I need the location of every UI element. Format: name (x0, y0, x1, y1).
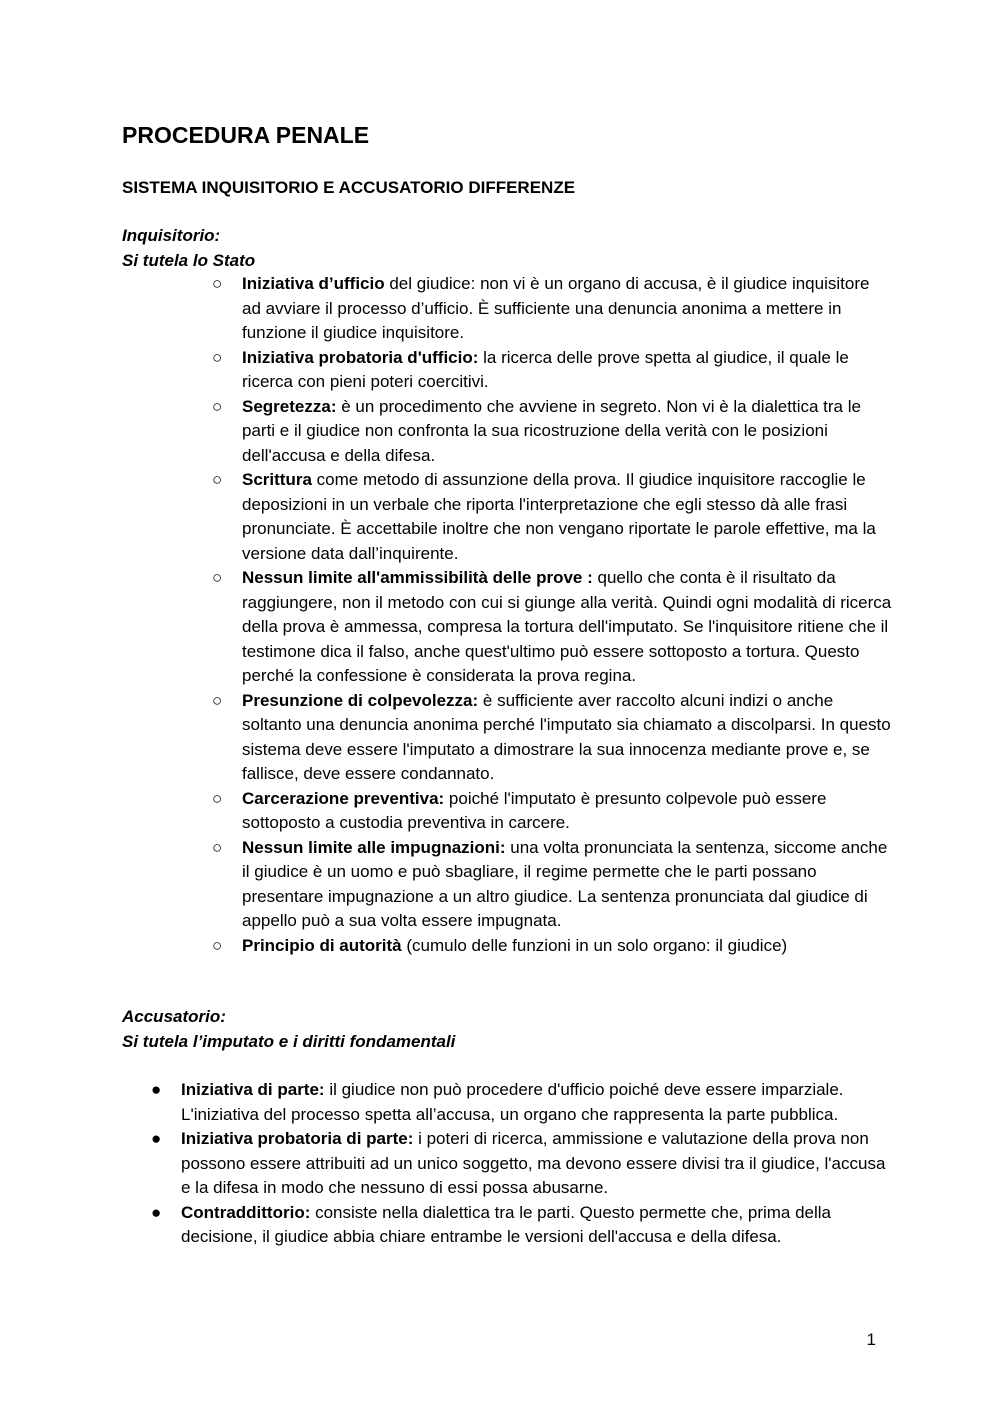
circle-bullet-icon: ○ (212, 690, 223, 710)
circle-bullet-icon: ○ (212, 396, 223, 416)
list-item (212, 395, 892, 469)
item-term: Nessun limite alle impugnazioni: (242, 837, 506, 857)
item-term: Presunzione di colpevolezza: (242, 690, 479, 710)
item-term: Iniziativa di parte: (181, 1080, 325, 1099)
list-item (212, 689, 892, 787)
inquisitorio-list (212, 272, 892, 958)
list-item (212, 566, 892, 689)
list-item (212, 787, 892, 836)
accusatorio-heading: Accusatorio: (122, 1007, 226, 1026)
list-item (212, 346, 892, 395)
accusatorio-list (151, 1078, 891, 1250)
list-item (151, 1127, 891, 1201)
list-item (212, 836, 892, 934)
disc-bullet-icon: ● (151, 1080, 162, 1099)
inquisitorio-subheading: Si tutela lo Stato (122, 250, 256, 270)
item-text: quello che conta è il risultato da raggiungere, non il metodo con cui si giunge alla verità. Quindi ogni modalità di ricerca della prova è ammessa, compresa la tortura dell'imputato. Se l'inquisitore ritiene che il testimone dica il falso, anche quest'ultimo può essere sottoposto a tortura. Questo perché la confessione è considerata la prova regina. (242, 568, 892, 685)
document-title: PROCEDURA PENALE (122, 122, 370, 148)
item-term: Principio di autorità (242, 935, 402, 955)
list-item (212, 468, 892, 566)
item-text: come metodo di assunzione della prova. Il giudice inquisitore raccoglie le deposizioni in un verbale che riporta l'interpretazione che egli stesso dà alle frasi pronunciate. È accettabile inoltre che non vengano riportate le parole effettive, ma la versione data dall’inquirente. (242, 470, 876, 563)
accusatorio-header (122, 1005, 455, 1054)
item-term: Scrittura (242, 470, 312, 489)
item-text: poiché l'imputato è presunto colpevole può essere sottoposto a custodia preventiva in carcere. (242, 788, 827, 832)
circle-bullet-icon: ○ (212, 347, 223, 367)
item-term: Iniziativa probatoria d'ufficio: (242, 347, 479, 367)
circle-bullet-icon: ○ (212, 470, 223, 489)
item-text: i poteri di ricerca, ammissione e valutazione della prova non possono essere attribuiti ad un unico soggetto, ma devono essere divisi tra il giudice, l'accusa e la difesa in modo che nessuno di essi possa abusarne. (181, 1129, 886, 1197)
list-item (151, 1201, 891, 1250)
item-text: (cumulo delle funzioni in un solo organo: il giudice) (401, 935, 788, 955)
circle-bullet-icon: ○ (212, 788, 223, 808)
item-term: Iniziativa d’ufficio (242, 274, 385, 293)
list-item (212, 934, 892, 959)
item-text: è un procedimento che avviene in segreto. Non vi è la dialettica tra le parti e il giudice non confronta la sua ricostruzione della verità con le posizioni dell'accusa e della difesa. (242, 396, 861, 465)
item-text: il giudice non può procedere d'ufficio poiché deve essere imparziale. L'iniziativa del processo spetta all’accusa, un organo che rappresenta la parte pubblica. (181, 1080, 844, 1124)
accusatorio-subheading: Si tutela l’imputato e i diritti fondamentali (122, 1031, 456, 1051)
list-item (151, 1078, 891, 1127)
page-number: 1 (866, 1330, 876, 1349)
item-term: Segretezza: (242, 396, 337, 416)
item-text: del giudice: non vi è un organo di accusa, è il giudice inquisitore ad avviare il processo d’ufficio. È sufficiente una denuncia anonima a mettere in funzione il giudice inquisitore. (242, 274, 870, 342)
item-term: Carcerazione preventiva: (242, 788, 445, 808)
inquisitorio-heading: Inquisitorio: (122, 226, 221, 245)
circle-bullet-icon: ○ (212, 274, 223, 293)
inquisitorio-header (122, 224, 255, 273)
circle-bullet-icon: ○ (212, 568, 223, 587)
item-term: Nessun limite all'ammissibilità delle prove : (242, 568, 593, 587)
item-text: è sufficiente aver raccolto alcuni indizi o anche soltanto una denuncia anonima perché l'imputato sia chiamato a discolparsi. In questo sistema deve essere l'imputato a dimostrare la sua innocenza mediante prove e, se fallisce, deve essere condannato. (242, 690, 891, 783)
circle-bullet-icon: ○ (212, 935, 223, 955)
list-item (212, 272, 892, 346)
disc-bullet-icon: ● (151, 1129, 162, 1148)
item-term: Contraddittorio: (181, 1202, 311, 1222)
item-text: la ricerca delle prove spetta al giudice, il quale le ricerca con pieni poteri coercitivi. (242, 347, 849, 391)
item-text: consiste nella dialettica tra le parti. Questo permette che, prima della decisione, il giudice abbia chiare entrambe le versioni dell'accusa e della difesa. (181, 1202, 832, 1246)
disc-bullet-icon: ● (151, 1202, 162, 1222)
document-subtitle: SISTEMA INQUISITORIO E ACCUSATORIO DIFFERENZE (122, 178, 576, 197)
item-text: una volta pronunciata la sentenza, siccome anche il giudice è un uomo e può sbagliare, il regime permette che le parti possano presentare impugnazione a un altro giudice. La sentenza pronunciata dal giudice di appello può a sua volta essere impugnata. (242, 837, 888, 930)
circle-bullet-icon: ○ (212, 837, 223, 857)
item-term: Iniziativa probatoria di parte: (181, 1129, 414, 1148)
